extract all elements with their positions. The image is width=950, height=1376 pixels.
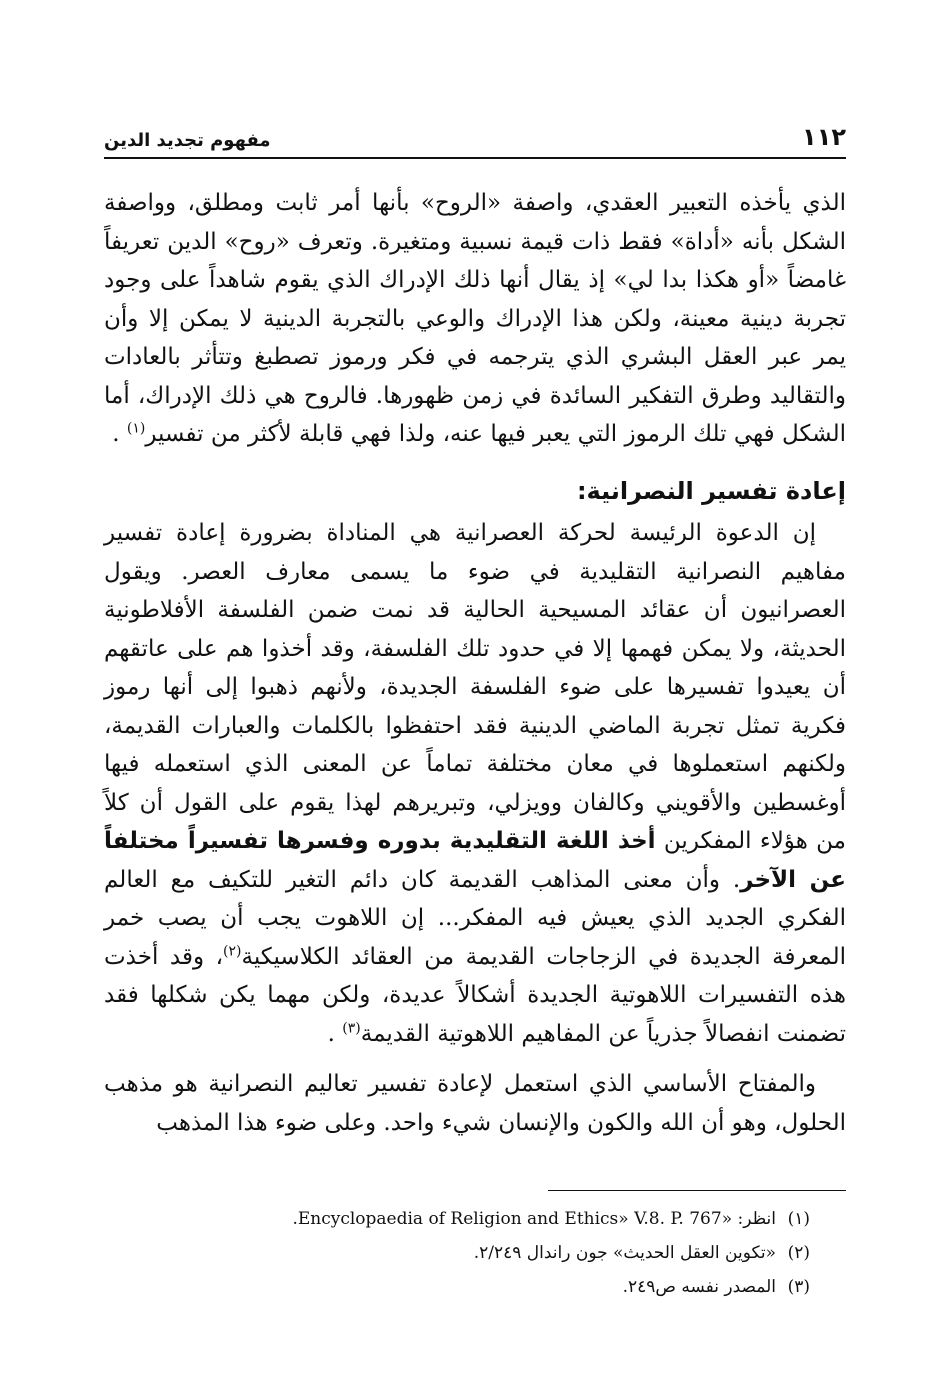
footnote-ref-2: (٢) (223, 942, 242, 959)
paragraph-1-text: الذي يأخذه التعبير العقدي، واصفة «الروح» بأنها أمر ثابت ومطلق، وواصفة الشكل بأنه «أداة» فقط ذات قيمة نسبية ومتغيرة. وتعرف «روح» الدين تعريفاً غامضاً «أو هكذا بدا لي» إذ يقال أنها ذلك الإدراك الذي يقوم شاهداً على وجود تجربة دينية معينة، ولكن هذا الإدراك والوعي بالتجربة الدينية لا يمكن إلا وأن يمر عبر العقل البشري الذي يترجمه في فكر ورموز تصطبغ وتتأثر بالعادات والتقاليد وطرق التفكير السائدة في زمن ظهورها. فالروح هي ذلك الإدراك، أما الشكل فهي تلك الرموز التي يعبر فيها عنه، ولذا فهي قابلة لأكثر من تفسير (104, 190, 846, 447)
footnote-ref-1: (١) (126, 420, 146, 437)
footnotes (104, 1202, 810, 1304)
footnote-1 (104, 1202, 810, 1236)
footnote-1-number: (١) (787, 1209, 810, 1229)
paragraph-2-end: . (327, 1020, 335, 1047)
paragraph-2 (104, 514, 846, 1053)
paragraph-2-part1: إن الدعوة الرئيسة لحركة العصرانية هي المناداة بضرورة إعادة تفسير مفاهيم النصرانية التقليدية في ضوء ما يسمى معارف العصر. ويقول العصرانيون أن عقائد المسيحية الحالية قد نمت ضمن الفلسفة الأفلاطونية الحديثة، ولا يمكن فهمها إلا في حدود تلك الفلسفة، وقد أخذوا هم على عاتقهم أن يعيدوا تفسيرها على ضوء الفلسفة الجديدة، ولأنهم ذهبوا إلى أنها رموز فكرية تمثل تجربة الماضي الدينية فقد احتفظوا بالكلمات والعبارات القديمة، ولكنهم استعملوها في معان مختلفة تماماً عن المعنى الذي استعمله فيها أوغسطين والأقويني وكالفان وويزلي، وتبريرهم لهذا يقوم على القول أن كلاً من هؤلاء المفكرين (104, 520, 846, 854)
footnote-ref-3: (٣) (342, 1019, 361, 1036)
paragraph-3: والمفتاح الأساسي الذي استعمل لإعادة تفسير تعاليم النصرانية هو مذهب الحلول، وهو أن الله والكون والإنسان شيء واحد. وعلى ضوء هذا المذهب (104, 1071, 846, 1136)
footnote-2-text: «تكوين العقل الحديث» جون راندال ٢/٢٤٩. (473, 1243, 776, 1263)
footnote-2 (104, 1236, 810, 1270)
footnote-3-text: المصدر نفسه ص٢٤٩. (622, 1277, 776, 1297)
page-number: ١١٢ (802, 123, 846, 151)
footnote-3 (104, 1270, 810, 1304)
paragraph-1-end: . (112, 421, 120, 447)
section-heading: إعادة تفسير النصرانية: (576, 476, 846, 505)
paragraph-2-bold: أخذ اللغة التقليدية بدوره وفسرها تفسيراً مختلفاً عن الآخر (104, 828, 846, 893)
paragraph-2-part3: ، وقد أخذت هذه التفسيرات اللاهوتية الجديدة أشكالاً عديدة، ولكن مهما يكن شكلها فقد تضمنت انفصالاً جذرياً عن المفاهيم اللاهوتية القديمة (104, 943, 846, 1047)
footnote-1-text: انظر: «Encyclopaedia of Religion and Ethics» V.8. P. 767. (292, 1209, 776, 1229)
footnote-2-number: (٢) (787, 1243, 810, 1263)
footnote-3-number: (٣) (787, 1277, 810, 1297)
paragraph-1 (104, 184, 846, 454)
paragraph-2-part2: . وأن معنى المذاهب القديمة كان دائم التغير للتكيف مع العالم الفكري الجديد الذي يعيش فيه المفكر... إن اللاهوت يجب أن يصب خمر المعرفة الجديدة في الزجاجات القديمة من العقائد الكلاسيكية (104, 866, 846, 970)
footnote-divider (548, 1190, 846, 1191)
main-text (104, 184, 846, 1142)
running-title: مفهوم تجديد الدين (104, 130, 271, 151)
page-header (104, 115, 846, 159)
